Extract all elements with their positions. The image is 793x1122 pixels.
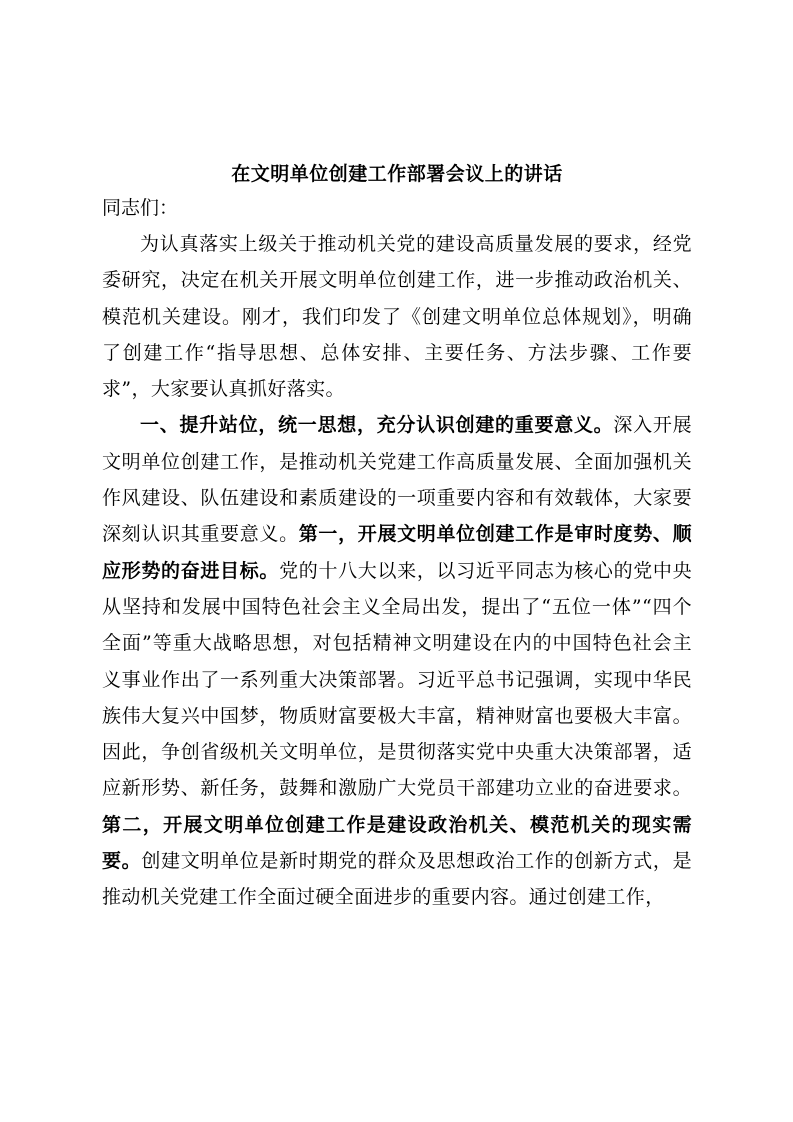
point-two-heading: 第二，开展文明单位创建工作是建设政治机关、模范机关的现实需要。 bbox=[102, 813, 692, 873]
document-page bbox=[102, 158, 692, 916]
paragraph-section-one bbox=[102, 407, 692, 915]
section-one-heading: 一、提升站位，统一思想，充分认识创建的重要意义。 bbox=[140, 414, 614, 437]
point-two-text: 创建文明单位是新时期党的群众及思想政治工作的创新方式，是推动机关党建工作全面过硬全面进步的重要内容。通过创建工作， bbox=[102, 850, 692, 909]
salutation: 同志们： bbox=[102, 197, 179, 219]
paragraph-intro: 为认真落实上级关于推动机关党的建设高质量发展的要求，经党委研究，决定在机关开展文明单位创建工作，进一步推动政治机关、模范机关建设。刚才，我们印发了《创建文明单位总体规划》，明确了创建工作“指导思想、总体安排、主要任务、方法步骤、工作要求”，大家要认真抓好落实。 bbox=[102, 233, 692, 401]
section-one-text: 深入开展文明单位创建工作，是推动机关党建工作高质量发展、全面加强机关作风建设、队伍建设和素质建设的一项重要内容和有效载体，大家要深刻认识其重要意义。 bbox=[102, 414, 692, 546]
document-title: 在文明单位创建工作部署会议上的讲话 bbox=[231, 163, 563, 185]
point-one-heading: 第一，开展文明单位创建工作是审时度势、顺应形势的奋进目标。 bbox=[102, 523, 692, 582]
point-one-text: 党的十八大以来，以习近平同志为核心的党中央从坚持和发展中国特色社会主义全局出发，提出了“五位一体”“四个全面”等重大战略思想，对包括精神文明建设在内的中国特色社会主义事业作出了一系列重大决策部署。习近平总书记强调，实现中华民族伟大复兴中国梦，物质财富要极大丰富，精神财富也要极大丰富。因此，争创省级机关文明单位，是贯彻落实党中央重大决策部署，适应新形势、新任务，鼓舞和激励广大党员干部建功立业的奋进要求。 bbox=[102, 559, 693, 800]
